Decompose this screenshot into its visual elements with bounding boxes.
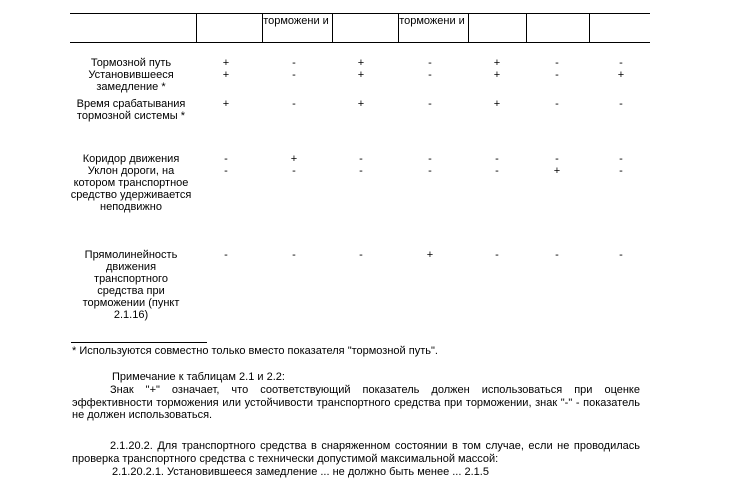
table-cell: - [224,165,228,177]
row-label: Время срабатывания тормозной системы * [76,98,186,122]
table-header [70,13,650,43]
row-label: Установившееся замедление * [88,69,174,93]
column-divider [526,14,527,42]
column-divider [589,14,590,42]
footnote-separator [71,342,207,343]
table-cell: - [619,249,623,261]
table-cell: - [292,57,296,69]
table-cell: - [555,57,559,69]
table-cell: - [495,165,499,177]
note-title: Примечание к таблицам 2.1 и 2.2: [112,371,285,383]
table-cell: + [493,98,501,110]
table-cell: - [359,153,363,165]
table-cell: - [428,153,432,165]
table-cell: - [292,98,296,110]
footnote: * Используются совместно только вместо показателя "тормозной путь". [72,345,438,357]
row-label: Коридор движения [82,153,180,165]
table-cell: + [290,153,298,165]
table-cell: - [359,165,363,177]
table-cell: - [495,249,499,261]
table-cell: + [357,69,365,81]
row-label: Тормозной путь [90,57,172,69]
table-cell: - [619,57,623,69]
table-cell: - [619,165,623,177]
table-cell: - [224,153,228,165]
table-cell: + [357,98,365,110]
table-cell: - [292,165,296,177]
table-cell: - [428,165,432,177]
table-cell: - [292,69,296,81]
paragraph-body: 2.1.20.2. Для транспортного средства в снаряженном состоянии в том случае, если не проводилась проверка транспортного средства с технически допустимой максимальной массой: [72,440,640,465]
table-cell: - [555,153,559,165]
table-cell: - [619,153,623,165]
table-cell: - [359,249,363,261]
table-cell: + [426,249,434,261]
table-cell: + [493,57,501,69]
cut-off-text: 2.1.20.2.1. Установившееся замедление ... не должно быть менее ... 2.1.5 [112,466,489,478]
note-text [72,384,640,422]
column-divider [196,14,197,42]
table-cell: + [222,98,230,110]
table-cell: - [555,98,559,110]
table-cell: - [495,153,499,165]
section-paragraph [72,440,640,465]
row-label: Уклон дороги, на котором транспортное средство удерживается неподвижно [70,165,192,213]
table-cell: - [292,249,296,261]
table-cell: - [619,98,623,110]
table-cell: + [553,165,561,177]
table-cell: + [357,57,365,69]
table-cell: + [617,69,625,81]
table-cell: + [222,69,230,81]
table-cell: - [555,69,559,81]
table-cell: - [428,57,432,69]
table-cell: - [555,249,559,261]
table-cell: + [493,69,501,81]
column-divider [468,14,469,42]
column-divider [332,14,333,42]
header-cell: торможени и [399,15,465,27]
table-cell: - [224,249,228,261]
table-cell: - [428,98,432,110]
table-cell: + [222,57,230,69]
table-cell: - [428,69,432,81]
note-body: Знак "+" означает, что соответствующий показатель должен использоваться при оценке эффективности торможения или устойчивости транспортного средства при торможении, знак "-" - показатель не должен использоваться. [72,384,640,421]
header-cell: торможени и [263,15,329,27]
row-label: Прямолинейность движения транспортного средства при торможении (пункт 2.1.16) [82,249,180,321]
